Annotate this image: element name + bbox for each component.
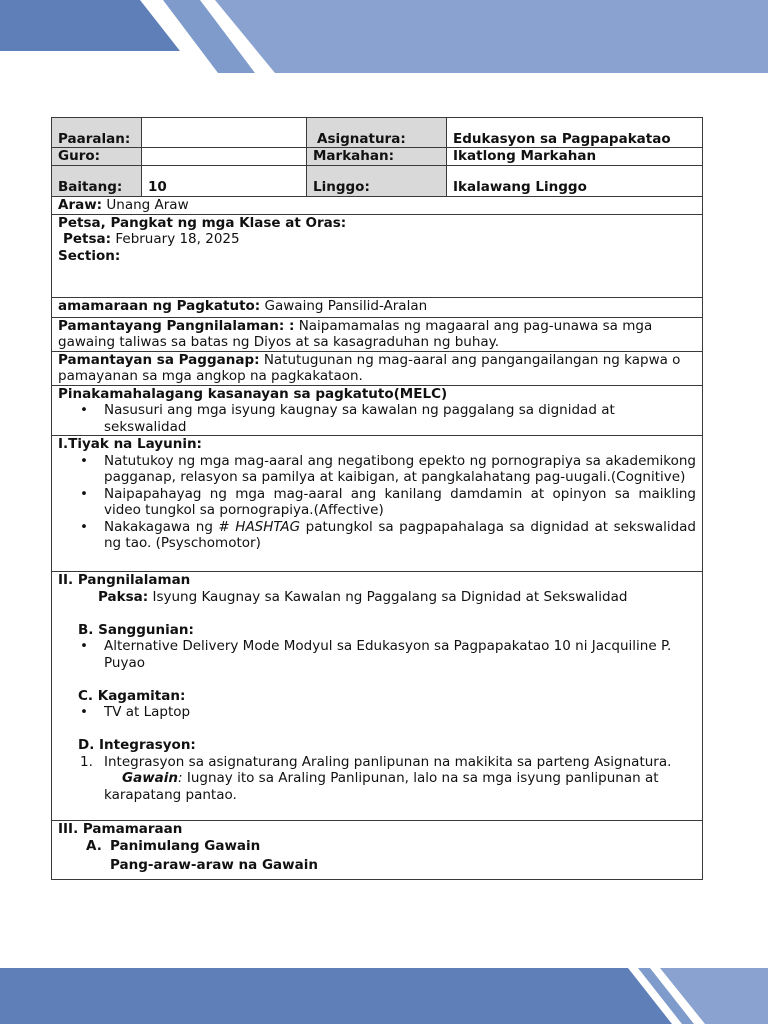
footer-decor-band: [0, 968, 768, 1024]
asignatura-value: Edukasyon sa Pagpapakatao: [447, 118, 703, 148]
header-decor-band: [0, 0, 768, 73]
layunin-title: I.Tiyak na Layunin:: [58, 436, 202, 452]
paaralan-label: Paaralan:: [52, 118, 142, 148]
bullet-icon: •: [80, 704, 88, 720]
markahan-label: Markahan:: [307, 148, 447, 166]
petsa-line: [58, 231, 696, 248]
kagamitan-title: C. Kagamitan:: [78, 687, 186, 704]
hashtag-text: HASHTAG: [235, 518, 301, 535]
pamantayan-pagganap-label: Pamantayan sa Pagganap:: [58, 351, 260, 368]
araw-label: Araw:: [58, 196, 103, 213]
lesson-plan-table: [51, 117, 703, 880]
baitang-label: Baitang:: [52, 165, 142, 196]
guro-label: Guro:: [52, 148, 142, 166]
bullet-icon: •: [80, 638, 88, 654]
pamamaraan-row: [52, 821, 703, 880]
petsa-section-row: [52, 214, 703, 297]
asignatura-label: Asignatura:: [307, 118, 447, 148]
pamantayang-pangnilalaman-value: Naipamamalas ng magaaral ang pag-unawa sa mga gawaing taliwas sa batas ng Diyos at sa kasagraduhan ng buhay.: [58, 317, 653, 350]
pamantayan-pagganap-row: [52, 351, 703, 385]
pamamaraan-pagkatuto-value: Gawaing Pansilid-Aralan: [264, 297, 428, 314]
pamamaraan-pagkatuto-row: [52, 297, 703, 317]
pamamaraan-pagkatuto-label: amamaraan ng Pagkatuto:: [58, 297, 261, 314]
integrasyon-item: 1. Integrasyon sa asignaturang Araling panlipunan na makikita sa parteng Asignatura. Gawain: Iugnay ito sa Araling Panlipunan, lalo na sa mga isyung panlipunan at karapatang pantao.: [80, 753, 672, 803]
gawain-value: Iugnay ito sa Araling Panlipunan, lalo na sa mga isyung panlipunan at karapatang pantao.: [104, 770, 659, 803]
araw-row: [52, 196, 703, 214]
pamantayan-pagganap-value: Natutugunan ng mag-aaral ang pangangailangan ng kapwa o pamayanan sa mga angkop na pagkakataon.: [58, 351, 681, 384]
melc-title: Pinakamahalagang kasanayan sa pagkatuto(MELC): [58, 385, 448, 402]
linggo-value: Ikalawang Linggo: [447, 165, 703, 196]
baitang-value: 10: [142, 165, 307, 196]
panimulang-gawain: A. Panimulang Gawain: [86, 837, 261, 854]
pangnilalaman-title: II. Pangnilalaman: [58, 572, 191, 588]
layunin-item: • Naipapahayag ng mga mag-aaral ang kanilang damdamin at opinyon sa maikling video tungkol sa pornograpiya.(Affective): [80, 485, 696, 518]
paaralan-value: [142, 118, 307, 148]
bullet-icon: •: [80, 452, 88, 469]
paksa-value: Isyung Kaugnay sa Kawalan ng Paggalang sa Dignidad at Sekswalidad: [152, 588, 628, 605]
section-label: Section:: [58, 247, 121, 264]
gawain-label: Gawain: [122, 770, 179, 786]
melc-row: [52, 385, 703, 436]
sanggunian-item: • Alternative Delivery Mode Modyul sa Edukasyon sa Pagpapakatao 10 ni Jacquiline P. Puyao: [80, 638, 672, 671]
markahan-value: Ikatlong Markahan: [447, 148, 703, 166]
sanggunian-title: B. Sanggunian:: [78, 621, 194, 638]
pamantayang-pangnilalaman-row: [52, 317, 703, 351]
guro-value: [142, 148, 307, 166]
pangnilalaman-row: [52, 572, 703, 821]
pamantayang-pangnilalaman-label: Pamantayang Pangnilalaman: :: [58, 317, 295, 334]
paksa-label: Paksa:: [98, 588, 149, 605]
bullet-icon: •: [80, 518, 88, 535]
layunin-row: [52, 436, 703, 572]
pang-araw-araw-gawain: Pang-araw-araw na Gawain: [110, 857, 318, 873]
linggo-label: Linggo:: [307, 165, 447, 196]
petsa-value: February 18, 2025: [115, 231, 240, 247]
kagamitan-item: • TV at Laptop: [80, 704, 191, 720]
bullet-icon: •: [80, 402, 88, 418]
pamamaraan-title: III. Pamamaraan: [58, 821, 183, 837]
araw-value: Unang Araw: [106, 196, 189, 213]
layunin-item: • Natutukoy ng mga mag-aaral ang negatibong epekto ng pornograpiya sa akademikong pagganap, relasyon sa pamilya at kaibigan, at pangkalahatang pag-uugali.(Cognitive): [80, 452, 696, 485]
bullet-icon: •: [80, 485, 88, 502]
petsa-section-title: Petsa, Pangkat ng mga Klase at Oras:: [58, 214, 347, 231]
integrasyon-title: D. Integrasyon:: [78, 737, 196, 753]
melc-item: • Nasusuri ang mga isyung kaugnay sa kawalan ng paggalang sa dignidad at sekswalidad: [80, 402, 615, 435]
petsa-label: Petsa:: [63, 231, 112, 247]
layunin-item: • Nakakagawa ng # HASHTAG patungkol sa pagpapahalaga sa dignidad at sekswalidad ng tao. (Psyschomotor): [80, 518, 697, 551]
paksa-line: [58, 589, 696, 606]
